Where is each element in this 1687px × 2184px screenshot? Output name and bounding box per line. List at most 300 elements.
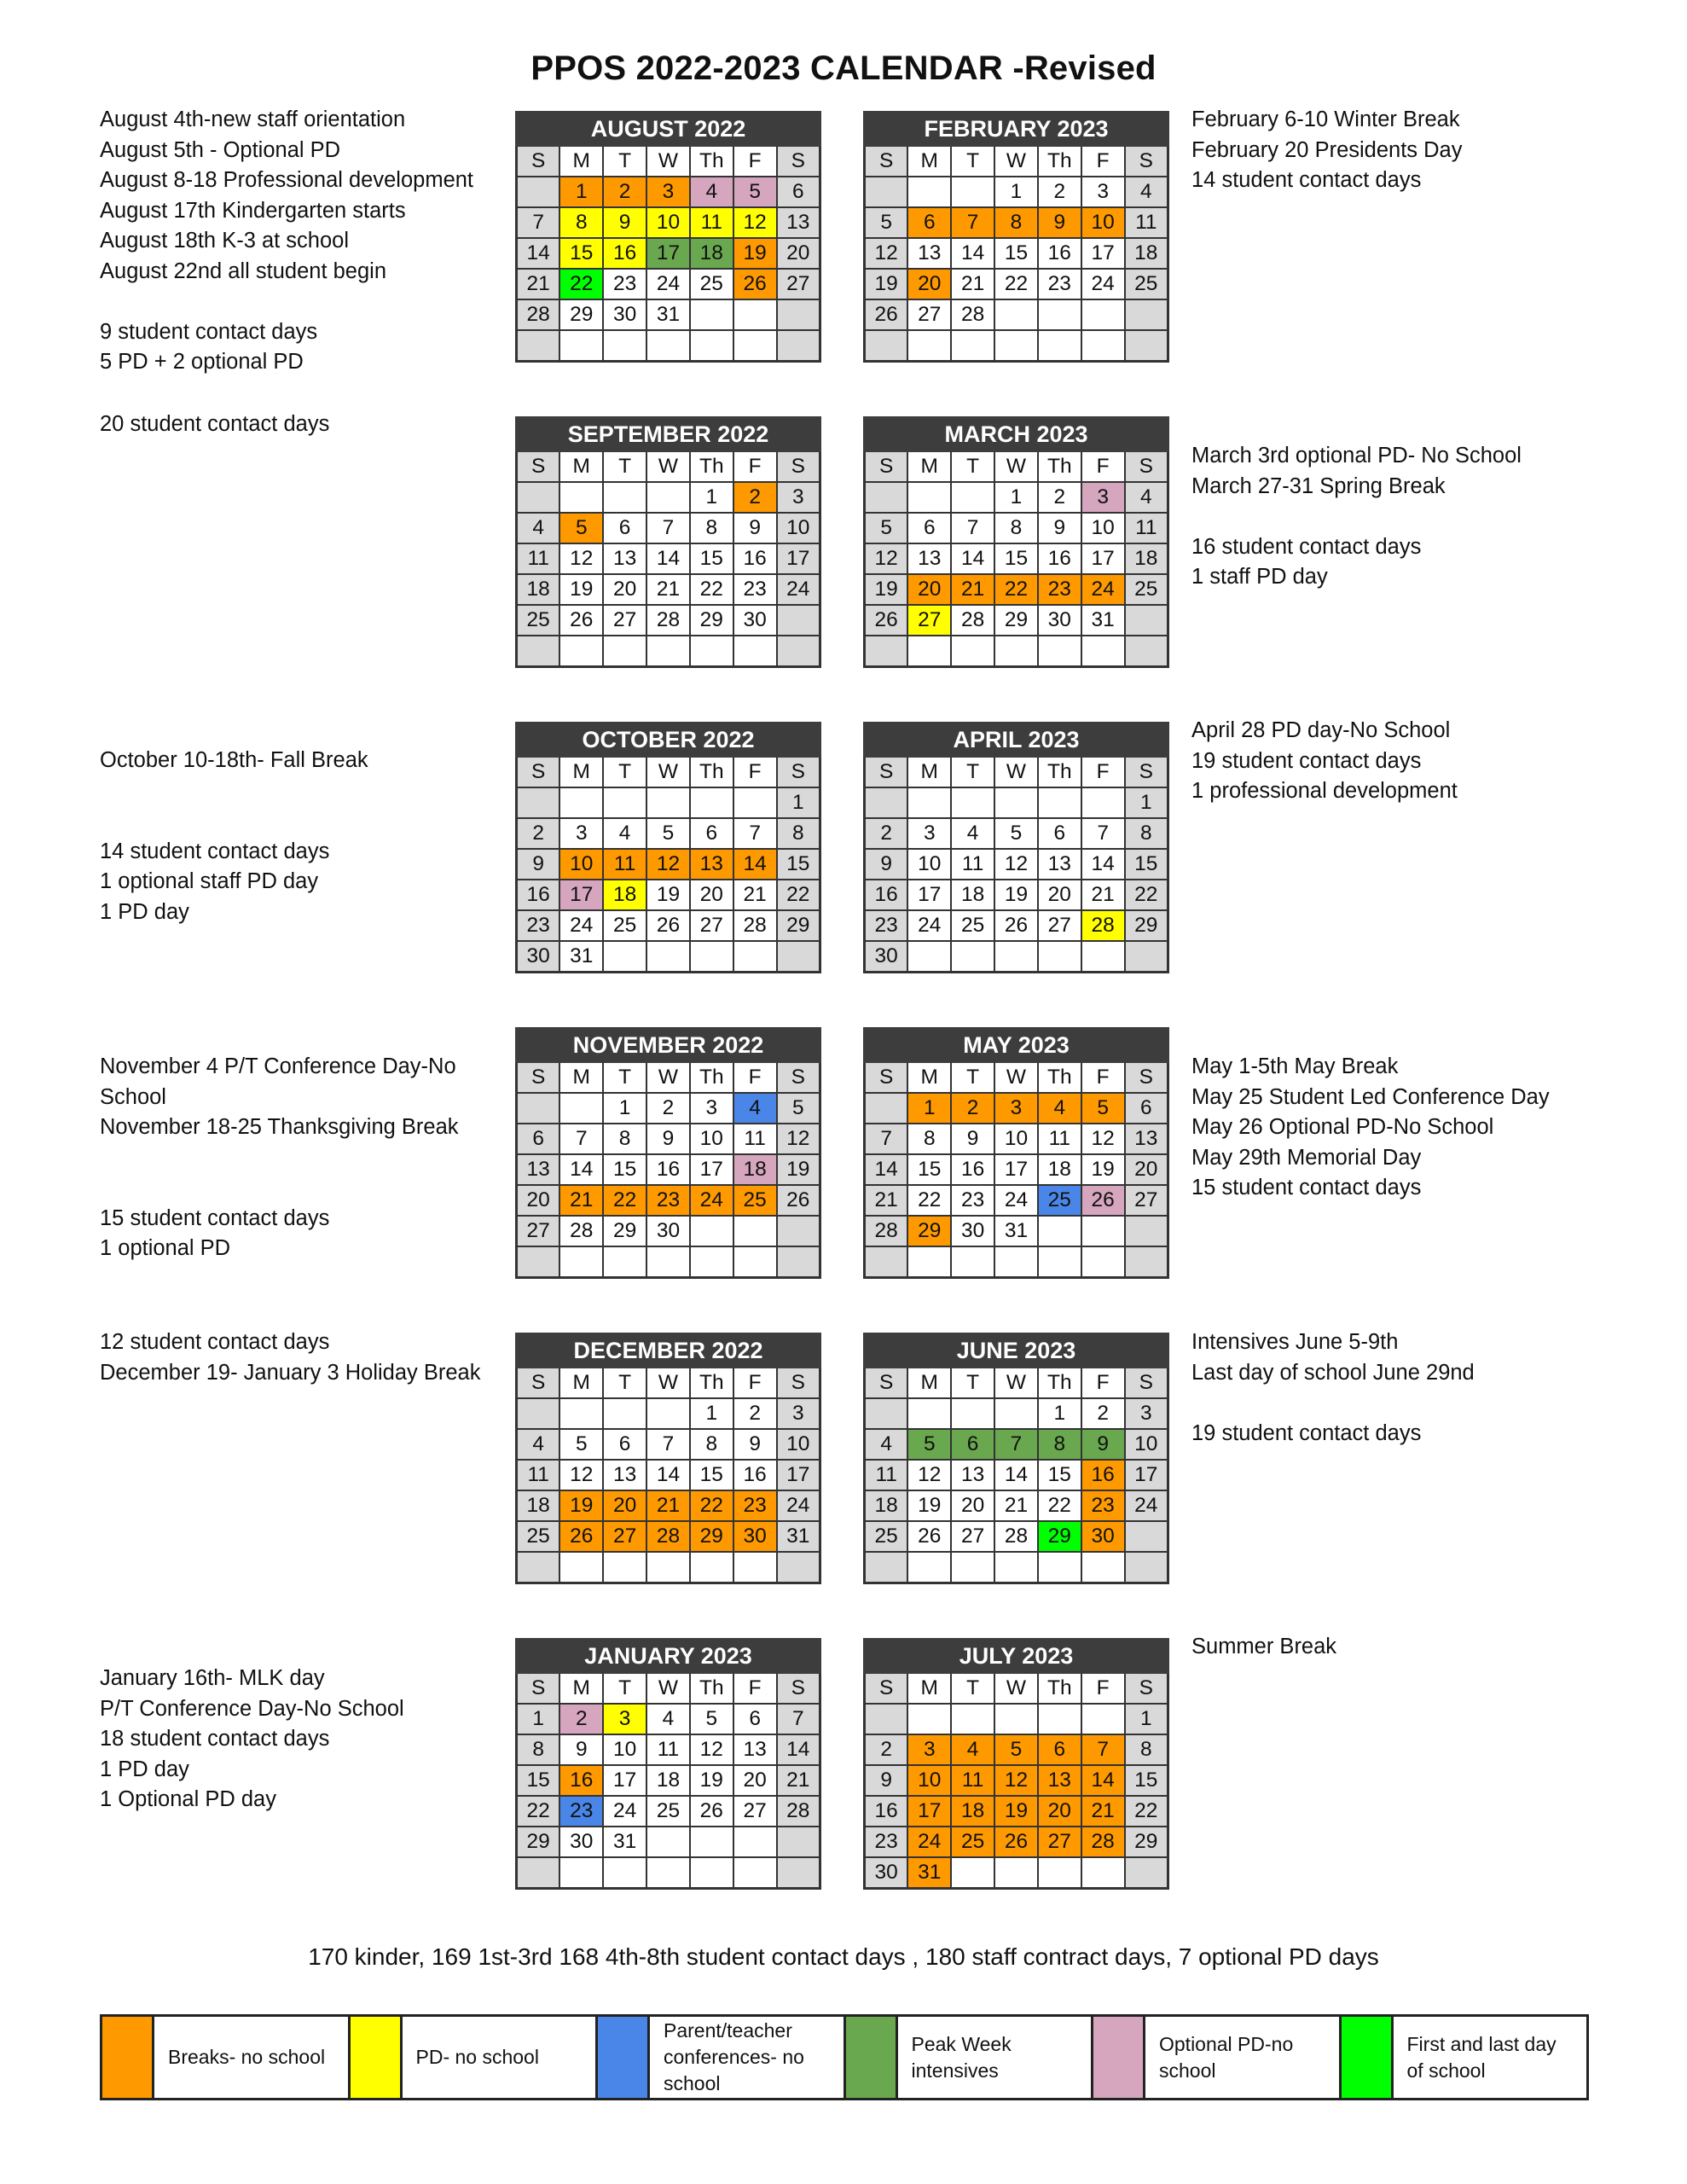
day-cell: 8: [559, 207, 603, 238]
day-cell: 19: [1081, 1154, 1125, 1185]
day-cell: 12: [994, 1765, 1038, 1796]
empty-cell: [777, 1552, 820, 1583]
note-line: February 6-10 Winter Break: [1191, 107, 1460, 131]
day-cell: 7: [646, 513, 690, 543]
note-line: 18 student contact days: [100, 1727, 330, 1751]
day-cell: 11: [517, 543, 560, 574]
day-cell: 22: [690, 1490, 733, 1521]
day-cell: 15: [690, 1460, 733, 1490]
day-cell: 12: [777, 1124, 820, 1154]
day-cell: 5: [865, 513, 908, 543]
day-cell: 25: [517, 1521, 560, 1552]
day-cell: 20: [1125, 1154, 1168, 1185]
notes-november: [100, 1052, 459, 1264]
day-cell: 1: [777, 787, 820, 818]
note-line: 16 student contact days: [1191, 534, 1422, 559]
day-cell: 26: [994, 1827, 1038, 1857]
weekday-header: F: [1081, 757, 1125, 788]
day-cell: 28: [865, 1216, 908, 1246]
day-cell: 3: [1125, 1398, 1168, 1429]
empty-cell: [559, 1857, 603, 1889]
day-cell: 25: [733, 1185, 777, 1216]
empty-cell: [865, 482, 908, 513]
empty-cell: [994, 330, 1038, 362]
day-cell: 12: [559, 543, 603, 574]
day-cell: 6: [777, 177, 820, 207]
empty-cell: [733, 1552, 777, 1583]
day-cell: 30: [865, 1857, 908, 1889]
empty-cell: [733, 941, 777, 973]
day-cell: 24: [690, 1185, 733, 1216]
calendar-november-2022: [515, 1027, 821, 1279]
weekday-header: W: [994, 146, 1038, 177]
notes-february: [1191, 105, 1462, 196]
day-cell: 18: [690, 238, 733, 269]
day-cell: 9: [865, 849, 908, 880]
day-cell: 2: [1038, 177, 1081, 207]
day-cell: 6: [690, 818, 733, 849]
empty-cell: [907, 1704, 951, 1734]
day-cell: 13: [517, 1154, 560, 1185]
day-cell: 19: [690, 1765, 733, 1796]
empty-cell: [1038, 1552, 1081, 1583]
day-cell: 9: [733, 513, 777, 543]
day-cell: 18: [1038, 1154, 1081, 1185]
empty-cell: [559, 636, 603, 667]
note-line: 1 PD day: [100, 1757, 189, 1781]
day-cell: 5: [777, 1093, 820, 1124]
notes-december: [100, 1327, 480, 1388]
day-cell: 15: [1125, 849, 1168, 880]
day-cell: 13: [1125, 1124, 1168, 1154]
day-cell: 19: [559, 1490, 603, 1521]
weekday-header: W: [994, 1673, 1038, 1705]
weekday-header: S: [517, 1062, 560, 1094]
day-cell: 12: [865, 238, 908, 269]
note-line: November 18-25 Thanksgiving Break: [100, 1115, 459, 1139]
day-cell: 16: [1081, 1460, 1125, 1490]
day-cell: 17: [907, 1796, 951, 1827]
day-cell: 23: [646, 1185, 690, 1216]
day-cell: 15: [1125, 1765, 1168, 1796]
day-cell: 28: [517, 299, 560, 330]
weekday-header: S: [865, 1673, 908, 1705]
note-line: 12 student contact days: [100, 1330, 330, 1354]
day-cell: 27: [1038, 910, 1081, 941]
day-cell: 8: [1125, 1734, 1168, 1765]
day-cell: 18: [951, 1796, 994, 1827]
calendar-april-2023: [863, 722, 1169, 973]
day-cell: 31: [994, 1216, 1038, 1246]
day-cell: 18: [1125, 543, 1168, 574]
weekday-header: S: [777, 451, 820, 483]
weekday-header: F: [733, 1062, 777, 1094]
weekday-header: S: [517, 757, 560, 788]
day-cell: 12: [646, 849, 690, 880]
empty-cell: [559, 482, 603, 513]
day-cell: 13: [690, 849, 733, 880]
calendar-august-2022: [515, 111, 821, 363]
day-cell: 15: [994, 238, 1038, 269]
weekday-header: F: [1081, 1062, 1125, 1094]
day-cell: 10: [603, 1734, 646, 1765]
empty-cell: [777, 299, 820, 330]
weekday-header: Th: [1038, 146, 1081, 177]
empty-cell: [865, 1398, 908, 1429]
empty-cell: [951, 1246, 994, 1278]
day-cell: 31: [777, 1521, 820, 1552]
weekday-header: S: [777, 1062, 820, 1094]
day-cell: 25: [690, 269, 733, 299]
day-cell: 10: [777, 1429, 820, 1460]
empty-cell: [907, 636, 951, 667]
day-cell: 30: [559, 1827, 603, 1857]
note-line: May 25 Student Led Conference Day: [1191, 1084, 1550, 1109]
day-cell: 27: [1125, 1185, 1168, 1216]
note-line: [100, 1143, 459, 1174]
weekday-header: S: [777, 1368, 820, 1399]
weekday-header: F: [1081, 146, 1125, 177]
day-cell: 5: [1081, 1093, 1125, 1124]
day-cell: 31: [1081, 605, 1125, 636]
day-cell: 11: [951, 1765, 994, 1796]
page-title: PPOS 2022-2023 CALENDAR -Revised: [530, 49, 1157, 87]
weekday-header: T: [603, 1368, 646, 1399]
empty-cell: [559, 330, 603, 362]
day-cell: 7: [777, 1704, 820, 1734]
empty-cell: [994, 941, 1038, 973]
empty-cell: [907, 482, 951, 513]
day-cell: 24: [777, 1490, 820, 1521]
day-cell: 12: [994, 849, 1038, 880]
empty-cell: [646, 1827, 690, 1857]
legend-swatch: [846, 2017, 898, 2098]
day-cell: 7: [951, 207, 994, 238]
day-cell: 18: [603, 880, 646, 910]
day-cell: 16: [733, 1460, 777, 1490]
note-line: 1 professional development: [1191, 779, 1458, 803]
empty-cell: [517, 636, 560, 667]
day-cell: 9: [517, 849, 560, 880]
day-cell: 6: [907, 513, 951, 543]
day-cell: 23: [517, 910, 560, 941]
day-cell: 23: [733, 1490, 777, 1521]
weekday-header: S: [517, 1673, 560, 1705]
day-cell: 27: [517, 1216, 560, 1246]
day-cell: 8: [994, 513, 1038, 543]
day-cell: 20: [603, 1490, 646, 1521]
day-cell: 9: [865, 1765, 908, 1796]
day-cell: 14: [1081, 1765, 1125, 1796]
empty-cell: [646, 330, 690, 362]
day-cell: 2: [1081, 1398, 1125, 1429]
empty-cell: [1125, 1216, 1168, 1246]
day-cell: 11: [690, 207, 733, 238]
day-cell: 12: [690, 1734, 733, 1765]
day-cell: 8: [907, 1124, 951, 1154]
day-cell: 3: [559, 818, 603, 849]
day-cell: 20: [777, 238, 820, 269]
empty-cell: [865, 1093, 908, 1124]
day-cell: 14: [777, 1734, 820, 1765]
day-cell: 12: [559, 1460, 603, 1490]
day-cell: 1: [603, 1093, 646, 1124]
note-line: 5 PD + 2 optional PD: [100, 350, 304, 374]
day-cell: 13: [1038, 1765, 1081, 1796]
day-cell: 10: [907, 849, 951, 880]
empty-cell: [951, 177, 994, 207]
day-cell: 23: [1038, 574, 1081, 605]
notes-august: [100, 105, 473, 378]
day-cell: 22: [994, 269, 1038, 299]
day-cell: 11: [1038, 1124, 1081, 1154]
day-cell: 28: [1081, 910, 1125, 941]
empty-cell: [646, 1552, 690, 1583]
empty-cell: [1081, 299, 1125, 330]
note-line: 14 student contact days: [100, 839, 330, 863]
day-cell: 4: [951, 818, 994, 849]
empty-cell: [646, 482, 690, 513]
note-line: 19 student contact days: [1191, 748, 1422, 773]
empty-cell: [1125, 1246, 1168, 1278]
empty-cell: [907, 330, 951, 362]
day-cell: 7: [951, 513, 994, 543]
day-cell: 7: [646, 1429, 690, 1460]
empty-cell: [1125, 299, 1168, 330]
day-cell: 27: [777, 269, 820, 299]
empty-cell: [646, 636, 690, 667]
note-line: 15 student contact days: [1191, 1176, 1422, 1199]
day-cell: 18: [517, 574, 560, 605]
day-cell: 11: [865, 1460, 908, 1490]
weekday-header: T: [603, 1062, 646, 1094]
empty-cell: [733, 330, 777, 362]
legend-label: First and last day of school: [1406, 2032, 1557, 2082]
day-cell: 29: [777, 910, 820, 941]
weekday-header: W: [646, 1368, 690, 1399]
empty-cell: [690, 1246, 733, 1278]
day-cell: 2: [1038, 482, 1081, 513]
empty-cell: [777, 1827, 820, 1857]
note-line: August 17th Kindergarten starts: [100, 198, 406, 223]
weekday-header: M: [559, 1062, 603, 1094]
day-cell: 5: [559, 1429, 603, 1460]
day-cell: 4: [951, 1734, 994, 1765]
weekday-header: M: [907, 1062, 951, 1094]
day-cell: 26: [559, 605, 603, 636]
empty-cell: [646, 787, 690, 818]
day-cell: 7: [517, 207, 560, 238]
weekday-header: S: [777, 1673, 820, 1705]
day-cell: 31: [559, 941, 603, 973]
day-cell: 22: [559, 269, 603, 299]
empty-cell: [733, 1857, 777, 1889]
note-line: April 28 PD day-No School: [1191, 718, 1451, 742]
weekday-header: Th: [690, 1673, 733, 1705]
day-cell: 19: [559, 574, 603, 605]
empty-cell: [733, 1216, 777, 1246]
empty-cell: [1038, 1216, 1081, 1246]
day-cell: 27: [603, 1521, 646, 1552]
day-cell: 6: [603, 1429, 646, 1460]
empty-cell: [1081, 941, 1125, 973]
note-line: August 22nd all student begin: [100, 258, 387, 283]
summary-line: 170 kinder, 169 1st-3rd 168 4th-8th student contact days , 180 staff contract days, 7 optional PD days: [308, 1943, 1379, 1970]
empty-cell: [1081, 330, 1125, 362]
note-line: October 10-18th- Fall Break: [100, 748, 368, 772]
day-cell: 20: [1038, 1796, 1081, 1827]
day-cell: 3: [777, 1398, 820, 1429]
day-cell: 17: [559, 880, 603, 910]
note-line: [1191, 502, 1522, 532]
day-cell: 1: [1038, 1398, 1081, 1429]
day-cell: 8: [690, 1429, 733, 1460]
day-cell: 13: [951, 1460, 994, 1490]
day-cell: 13: [733, 1734, 777, 1765]
empty-cell: [690, 636, 733, 667]
note-line: [100, 806, 368, 837]
calendar-march-2023: [863, 416, 1169, 668]
day-cell: 3: [994, 1093, 1038, 1124]
empty-cell: [733, 636, 777, 667]
empty-cell: [517, 1398, 560, 1429]
empty-cell: [733, 299, 777, 330]
day-cell: 23: [951, 1185, 994, 1216]
note-line: [100, 287, 473, 317]
weekday-header: Th: [690, 146, 733, 177]
weekday-header: W: [646, 451, 690, 483]
day-cell: 22: [907, 1185, 951, 1216]
note-line: Last day of school June 29nd: [1191, 1360, 1475, 1385]
day-cell: 22: [1038, 1490, 1081, 1521]
day-cell: 17: [1081, 543, 1125, 574]
note-line: May 26 Optional PD-No School: [1191, 1115, 1494, 1139]
month-title: JUNE 2023: [865, 1334, 1168, 1368]
empty-cell: [517, 330, 560, 362]
day-cell: 31: [646, 299, 690, 330]
weekday-header: M: [559, 1368, 603, 1399]
note-line: December 19- January 3 Holiday Break: [100, 1360, 481, 1385]
day-cell: 26: [559, 1521, 603, 1552]
day-cell: 6: [1038, 818, 1081, 849]
day-cell: 10: [1081, 513, 1125, 543]
day-cell: 5: [994, 1734, 1038, 1765]
day-cell: 18: [951, 880, 994, 910]
day-cell: 2: [865, 818, 908, 849]
day-cell: 19: [907, 1490, 951, 1521]
day-cell: 7: [1081, 1734, 1125, 1765]
day-cell: 24: [646, 269, 690, 299]
empty-cell: [559, 1398, 603, 1429]
empty-cell: [690, 941, 733, 973]
month-title: OCTOBER 2022: [517, 723, 820, 757]
weekday-header: S: [1125, 451, 1168, 483]
note-line: 1 optional PD: [100, 1236, 231, 1260]
day-cell: 20: [733, 1765, 777, 1796]
day-cell: 20: [907, 574, 951, 605]
day-cell: 10: [690, 1124, 733, 1154]
day-cell: 15: [517, 1765, 560, 1796]
day-cell: 25: [865, 1521, 908, 1552]
empty-cell: [994, 1857, 1038, 1889]
day-cell: 9: [1081, 1429, 1125, 1460]
day-cell: 24: [907, 910, 951, 941]
weekday-header: S: [865, 1062, 908, 1094]
day-cell: 23: [559, 1796, 603, 1827]
day-cell: 26: [777, 1185, 820, 1216]
day-cell: 22: [517, 1796, 560, 1827]
day-cell: 8: [603, 1124, 646, 1154]
empty-cell: [777, 1857, 820, 1889]
weekday-header: W: [994, 1368, 1038, 1399]
empty-cell: [690, 1216, 733, 1246]
day-cell: 11: [646, 1734, 690, 1765]
day-cell: 23: [1038, 269, 1081, 299]
day-cell: 2: [646, 1093, 690, 1124]
day-cell: 9: [951, 1124, 994, 1154]
empty-cell: [603, 482, 646, 513]
day-cell: 22: [777, 880, 820, 910]
weekday-header: S: [865, 757, 908, 788]
day-cell: 13: [1038, 849, 1081, 880]
empty-cell: [907, 177, 951, 207]
empty-cell: [603, 1857, 646, 1889]
calendar-september-2022: [515, 416, 821, 668]
day-cell: 17: [777, 1460, 820, 1490]
day-cell: 3: [907, 1734, 951, 1765]
empty-cell: [865, 1246, 908, 1278]
weekday-header: F: [733, 146, 777, 177]
empty-cell: [865, 787, 908, 818]
calendar-january-2023: [515, 1638, 821, 1890]
day-cell: 15: [907, 1154, 951, 1185]
day-cell: 26: [994, 910, 1038, 941]
empty-cell: [951, 636, 994, 667]
day-cell: 18: [733, 1154, 777, 1185]
day-cell: 3: [777, 482, 820, 513]
day-cell: 29: [559, 299, 603, 330]
calendar-july-2023: [863, 1638, 1169, 1890]
day-cell: 1: [994, 177, 1038, 207]
day-cell: 17: [1081, 238, 1125, 269]
legend-swatch: [1093, 2017, 1145, 2098]
month-title: MARCH 2023: [865, 418, 1168, 451]
day-cell: 17: [907, 880, 951, 910]
day-cell: 21: [646, 1490, 690, 1521]
empty-cell: [994, 1246, 1038, 1278]
empty-cell: [951, 1704, 994, 1734]
day-cell: 28: [994, 1521, 1038, 1552]
empty-cell: [517, 177, 560, 207]
empty-cell: [951, 941, 994, 973]
day-cell: 9: [1038, 207, 1081, 238]
day-cell: 17: [603, 1765, 646, 1796]
empty-cell: [907, 787, 951, 818]
day-cell: 5: [907, 1429, 951, 1460]
day-cell: 2: [603, 177, 646, 207]
day-cell: 19: [994, 880, 1038, 910]
day-cell: 24: [777, 574, 820, 605]
weekday-header: Th: [690, 1368, 733, 1399]
empty-cell: [951, 1398, 994, 1429]
note-line: 15 student contact days: [100, 1205, 330, 1230]
weekday-header: M: [907, 451, 951, 483]
weekday-header: M: [907, 146, 951, 177]
day-cell: 10: [1125, 1429, 1168, 1460]
day-cell: 1: [1125, 1704, 1168, 1734]
weekday-header: T: [603, 1673, 646, 1705]
note-line: January 16th- MLK day: [100, 1666, 325, 1690]
